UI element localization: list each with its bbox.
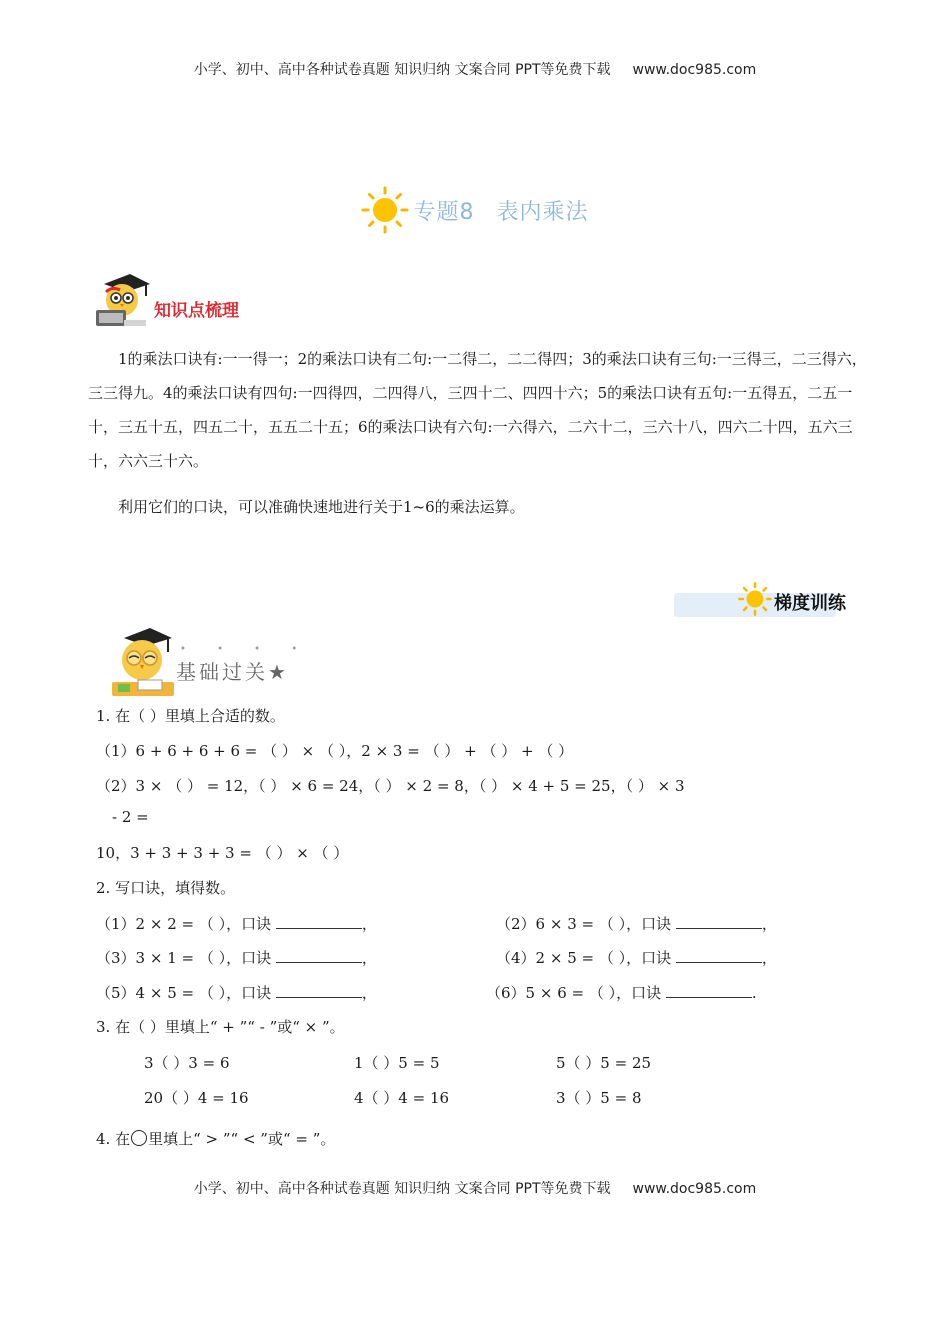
footer-url[interactable]: www.doc985.com <box>632 1181 757 1197</box>
answer-blank[interactable] <box>276 949 362 963</box>
header-url[interactable]: www.doc985.com <box>632 62 757 78</box>
question-2-title: 2. 写口诀，填得数。 <box>96 879 236 897</box>
question-1-line-1: （1）6 + 6 + 6 + 6 = （ ） × （ ），2 × 3 = （ ） + （ ） + （ ） <box>96 742 574 760</box>
question-2-item <box>96 913 377 934</box>
question-3-cell: 3（ ）3 = 6 <box>144 1054 230 1072</box>
item-end: ， <box>761 915 777 933</box>
item-text: （3）3 × 1 = （ ），口诀 <box>96 949 272 967</box>
header-text: 小学、初中、高中各种试卷真题 知识归纳 文案合同 PPT等免费下载 <box>193 62 611 78</box>
question-2-item <box>496 913 777 934</box>
basic-level-label: 基础过关★ <box>176 660 289 684</box>
question-1-line-4: 10，3 + 3 + 3 + 3 = （ ） × （ ） <box>96 844 349 862</box>
question-3-cell: 1（ ）5 = 5 <box>354 1054 440 1072</box>
question-1-line-3: - 2 = <box>112 808 149 826</box>
page-header <box>0 59 950 79</box>
q4-prefix: 4. 在 <box>96 1130 131 1148</box>
knowledge-paragraph-1: 1的乘法口诀有:一一得一；2的乘法口诀有二句:一二得二，二二得四；3的乘法口诀有三句:一三得三，二三得六，三三得九。4的乘法口诀有四句:一四得四，二四得八，三四十二、四四十六；5的乘法口诀有五句:一五得五，二五一十，三五十五，四五二十，五五二十五；6的乘法口诀有六句:一六得六，二六十二，三六十八，四六二十四，五六三十，六六三十六。 <box>88 350 867 470</box>
question-4-title <box>96 1128 335 1149</box>
emphasis-dots: • • • • <box>180 644 312 655</box>
question-3-title: 3. 在（ ）里填上“ + ”“ - ”或“ × ”。 <box>96 1018 345 1036</box>
question-3-cell: 5（ ）5 = 25 <box>556 1054 652 1072</box>
training-label: 梯度训练 <box>774 593 846 614</box>
answer-blank[interactable] <box>676 949 762 963</box>
question-3-cell: 4（ ）4 = 16 <box>354 1089 450 1107</box>
owl-scholar-icon <box>92 270 152 332</box>
answer-blank[interactable] <box>276 915 362 929</box>
circle-icon <box>131 1130 147 1146</box>
page-footer <box>0 1178 950 1198</box>
answer-blank[interactable] <box>666 984 752 998</box>
answer-blank[interactable] <box>676 915 762 929</box>
item-end: ， <box>361 915 377 933</box>
footer-text: 小学、初中、高中各种试卷真题 知识归纳 文案合同 PPT等免费下载 <box>193 1181 611 1197</box>
question-2-item <box>96 947 377 968</box>
question-2-item <box>486 982 757 1003</box>
knowledge-paragraph-2: 利用它们的口诀，可以准确快速地进行关于1~6的乘法运算。 <box>118 498 525 516</box>
question-3-cell: 20（ ）4 = 16 <box>144 1089 249 1107</box>
item-text: （4）2 × 5 = （ ），口诀 <box>496 949 672 967</box>
question-2-item <box>496 947 777 968</box>
item-text: （2）6 × 3 = （ ），口诀 <box>496 915 672 933</box>
item-text: （6）5 × 6 = （ ），口诀 <box>486 984 662 1002</box>
sun-icon <box>738 582 772 616</box>
title-part2: 表内乘法 <box>496 199 589 225</box>
knowledge-label: 知识点梳理 <box>154 301 239 321</box>
question-1-line-2: （2）3 × （ ） = 12，（ ） × 6 = 24，（ ） × 2 = 8，（ ） × 4 + 5 = 25，（ ） × 3 <box>96 777 685 795</box>
question-1-title: 1. 在（ ）里填上合适的数。 <box>96 707 285 725</box>
answer-blank[interactable] <box>276 984 362 998</box>
item-text: （5）4 × 5 = （ ），口诀 <box>96 984 272 1002</box>
topic-title <box>0 186 950 238</box>
q4-suffix: 里填上“ > ”“ < ”或“ = ”。 <box>148 1130 336 1148</box>
question-3-cell: 3（ ）5 = 8 <box>556 1089 642 1107</box>
item-end: . <box>751 984 757 1002</box>
sun-icon <box>361 186 409 234</box>
question-2-item <box>96 982 377 1003</box>
item-text: （1）2 × 2 = （ ），口诀 <box>96 915 272 933</box>
item-end: ， <box>361 984 377 1002</box>
owl-reading-icon <box>110 626 174 698</box>
item-end: ， <box>761 949 777 967</box>
title-part1: 专题8 <box>413 199 475 225</box>
item-end: ， <box>361 949 377 967</box>
